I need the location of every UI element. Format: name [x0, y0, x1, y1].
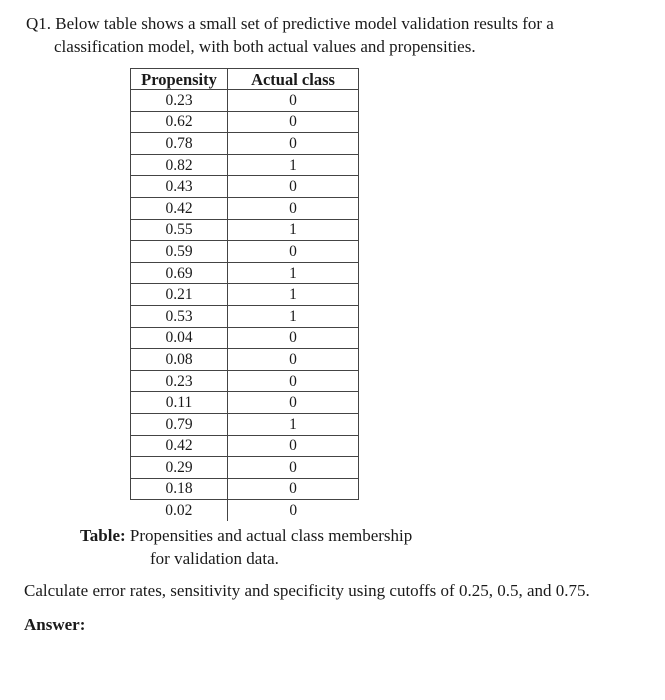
column-header-actual-class: Actual class — [228, 69, 359, 90]
propensity-cell: 0.43 — [131, 176, 228, 198]
actual-class-cell: 0 — [228, 197, 359, 219]
propensity-cell: 0.04 — [131, 327, 228, 349]
table-row — [131, 457, 359, 479]
propensity-cell: 0.11 — [131, 392, 228, 414]
propensity-cell: 0.53 — [131, 305, 228, 327]
actual-class-cell: 1 — [228, 305, 359, 327]
table-caption — [80, 524, 412, 570]
actual-class-cell: 0 — [228, 176, 359, 198]
table-row — [131, 197, 359, 219]
actual-class-cell: 0 — [228, 457, 359, 479]
table-row — [131, 133, 359, 155]
actual-class-cell: 1 — [228, 154, 359, 176]
table-row — [131, 327, 359, 349]
actual-class-cell: 0 — [228, 478, 359, 500]
actual-class-cell: 0 — [228, 349, 359, 371]
propensity-cell: 0.23 — [131, 90, 228, 112]
column-header-propensity: Propensity — [131, 69, 228, 90]
actual-class-cell: 0 — [228, 111, 359, 133]
caption-line-1: Propensities and actual class membership — [125, 526, 413, 545]
propensity-cell: 0.08 — [131, 349, 228, 371]
propensity-cell: 0.69 — [131, 262, 228, 284]
propensity-cell: 0.42 — [131, 435, 228, 457]
table-row — [131, 284, 359, 306]
table-row — [131, 305, 359, 327]
propensity-cell: 0.62 — [131, 111, 228, 133]
propensity-cell: 0.29 — [131, 457, 228, 479]
actual-class-cell: 0 — [228, 500, 359, 521]
table-row — [131, 241, 359, 263]
propensity-cell: 0.42 — [131, 197, 228, 219]
propensity-cell: 0.79 — [131, 413, 228, 435]
table-row — [131, 392, 359, 414]
table-row — [131, 500, 359, 521]
propensity-cell: 0.02 — [131, 500, 228, 521]
table-row — [131, 154, 359, 176]
table-row — [131, 370, 359, 392]
table-row — [131, 435, 359, 457]
table-row — [131, 349, 359, 371]
table-row — [131, 413, 359, 435]
propensity-table — [130, 68, 359, 521]
table-body — [131, 90, 359, 521]
table-row — [131, 478, 359, 500]
propensity-cell: 0.82 — [131, 154, 228, 176]
actual-class-cell: 1 — [228, 284, 359, 306]
actual-class-cell: 0 — [228, 133, 359, 155]
actual-class-cell: 0 — [228, 370, 359, 392]
propensity-cell: 0.55 — [131, 219, 228, 241]
actual-class-cell: 0 — [228, 327, 359, 349]
caption-line-2: for validation data. — [150, 549, 279, 568]
propensity-cell: 0.78 — [131, 133, 228, 155]
question-line-1: Q1. Below table shows a small set of predictive model validation results for a — [26, 14, 554, 33]
table-row — [131, 262, 359, 284]
table-row — [131, 219, 359, 241]
table-row — [131, 90, 359, 112]
table-row — [131, 111, 359, 133]
actual-class-cell: 0 — [228, 90, 359, 112]
actual-class-cell: 1 — [228, 219, 359, 241]
actual-class-cell: 1 — [228, 262, 359, 284]
table-header-row — [131, 69, 359, 90]
propensity-cell: 0.21 — [131, 284, 228, 306]
actual-class-cell: 0 — [228, 435, 359, 457]
actual-class-cell: 0 — [228, 241, 359, 263]
propensity-cell: 0.18 — [131, 478, 228, 500]
answer-label: Answer: — [24, 615, 86, 634]
propensity-cell: 0.59 — [131, 241, 228, 263]
caption-label: Table: — [80, 526, 126, 545]
question-text — [26, 12, 646, 58]
actual-class-cell: 1 — [228, 413, 359, 435]
table-row — [131, 176, 359, 198]
propensity-cell: 0.23 — [131, 370, 228, 392]
task-instruction: Calculate error rates, sensitivity and specificity using cutoffs of 0.25, 0.5, and 0.75. — [24, 581, 590, 600]
actual-class-cell: 0 — [228, 392, 359, 414]
question-line-2: classification model, with both actual values and propensities. — [54, 37, 476, 56]
